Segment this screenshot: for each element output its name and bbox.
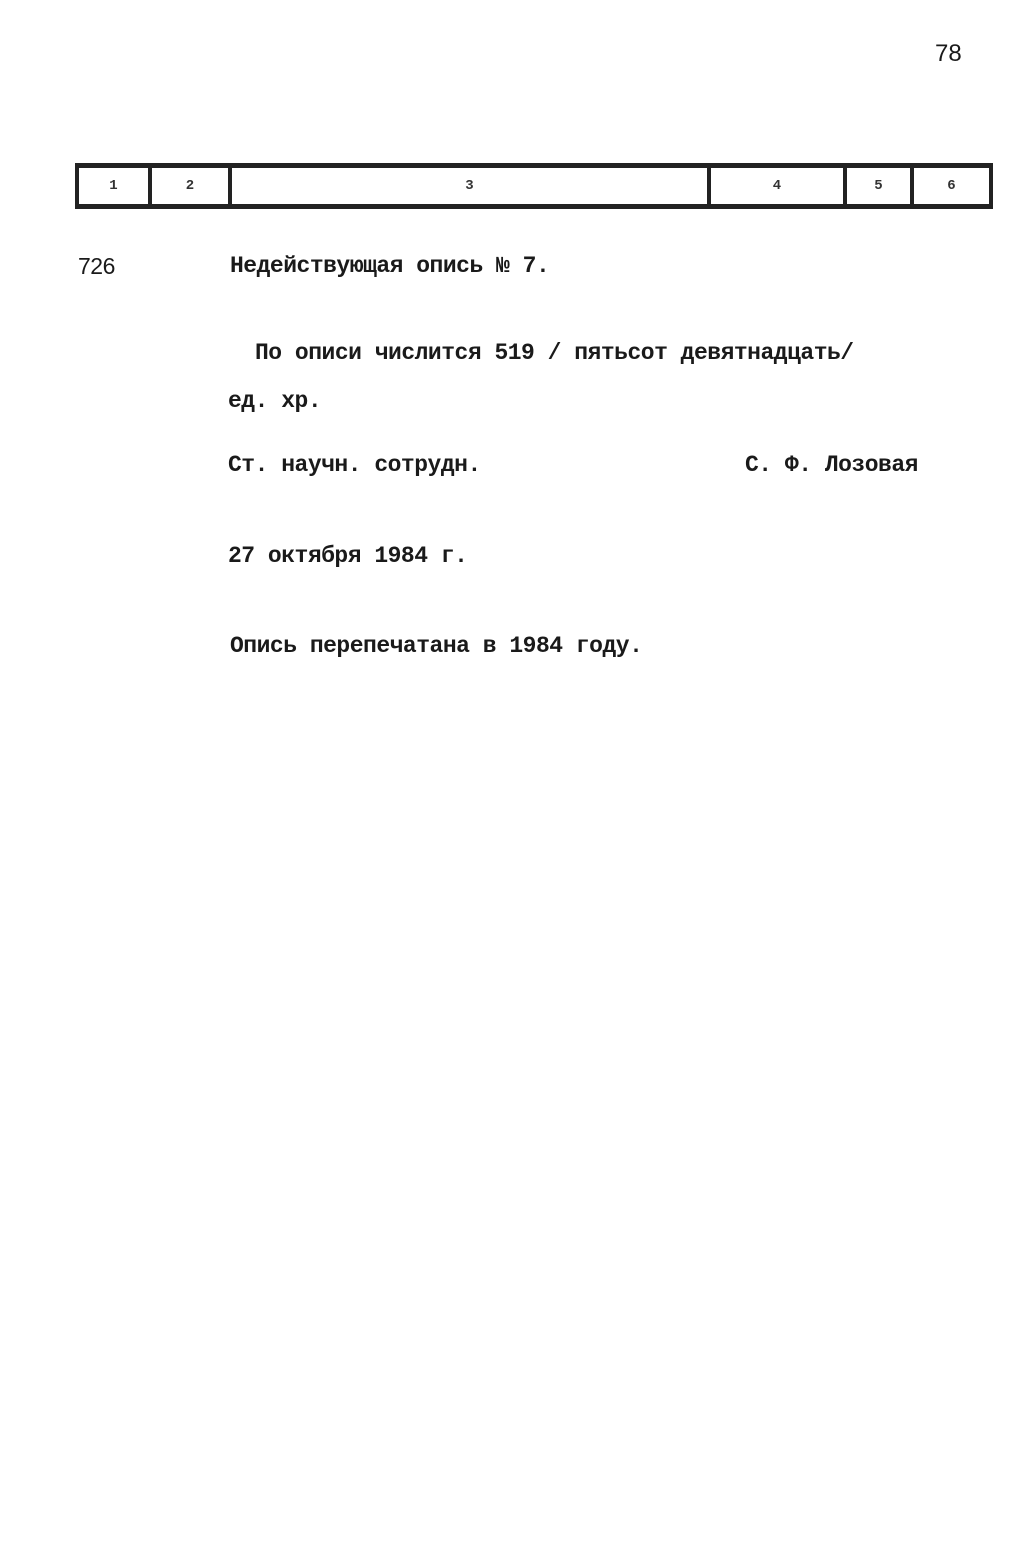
count-line: По описи числится 519 / пятьсот девятнадцать/: [255, 340, 854, 366]
column-header-2: 2: [148, 168, 228, 204]
entry-number: 726: [78, 253, 115, 279]
signatory-position: Ст. научн. сотрудн.: [228, 452, 481, 478]
count-unit: ед. хр.: [228, 388, 322, 414]
column-header-3: 3: [228, 168, 707, 204]
column-header-strip: [75, 163, 993, 209]
column-header-5: 5: [843, 168, 910, 204]
column-header-6: 6: [910, 168, 993, 204]
signatory-name: С. Ф. Лозовая: [745, 452, 918, 478]
column-header-1: 1: [75, 168, 148, 204]
page-number: 78: [935, 40, 962, 67]
retype-note: Опись перепечатана в 1984 году.: [230, 633, 643, 659]
column-header-4: 4: [707, 168, 843, 204]
entry-title: Недействующая опись № 7.: [230, 253, 550, 279]
signature-date: 27 октября 1984 г.: [228, 543, 468, 569]
